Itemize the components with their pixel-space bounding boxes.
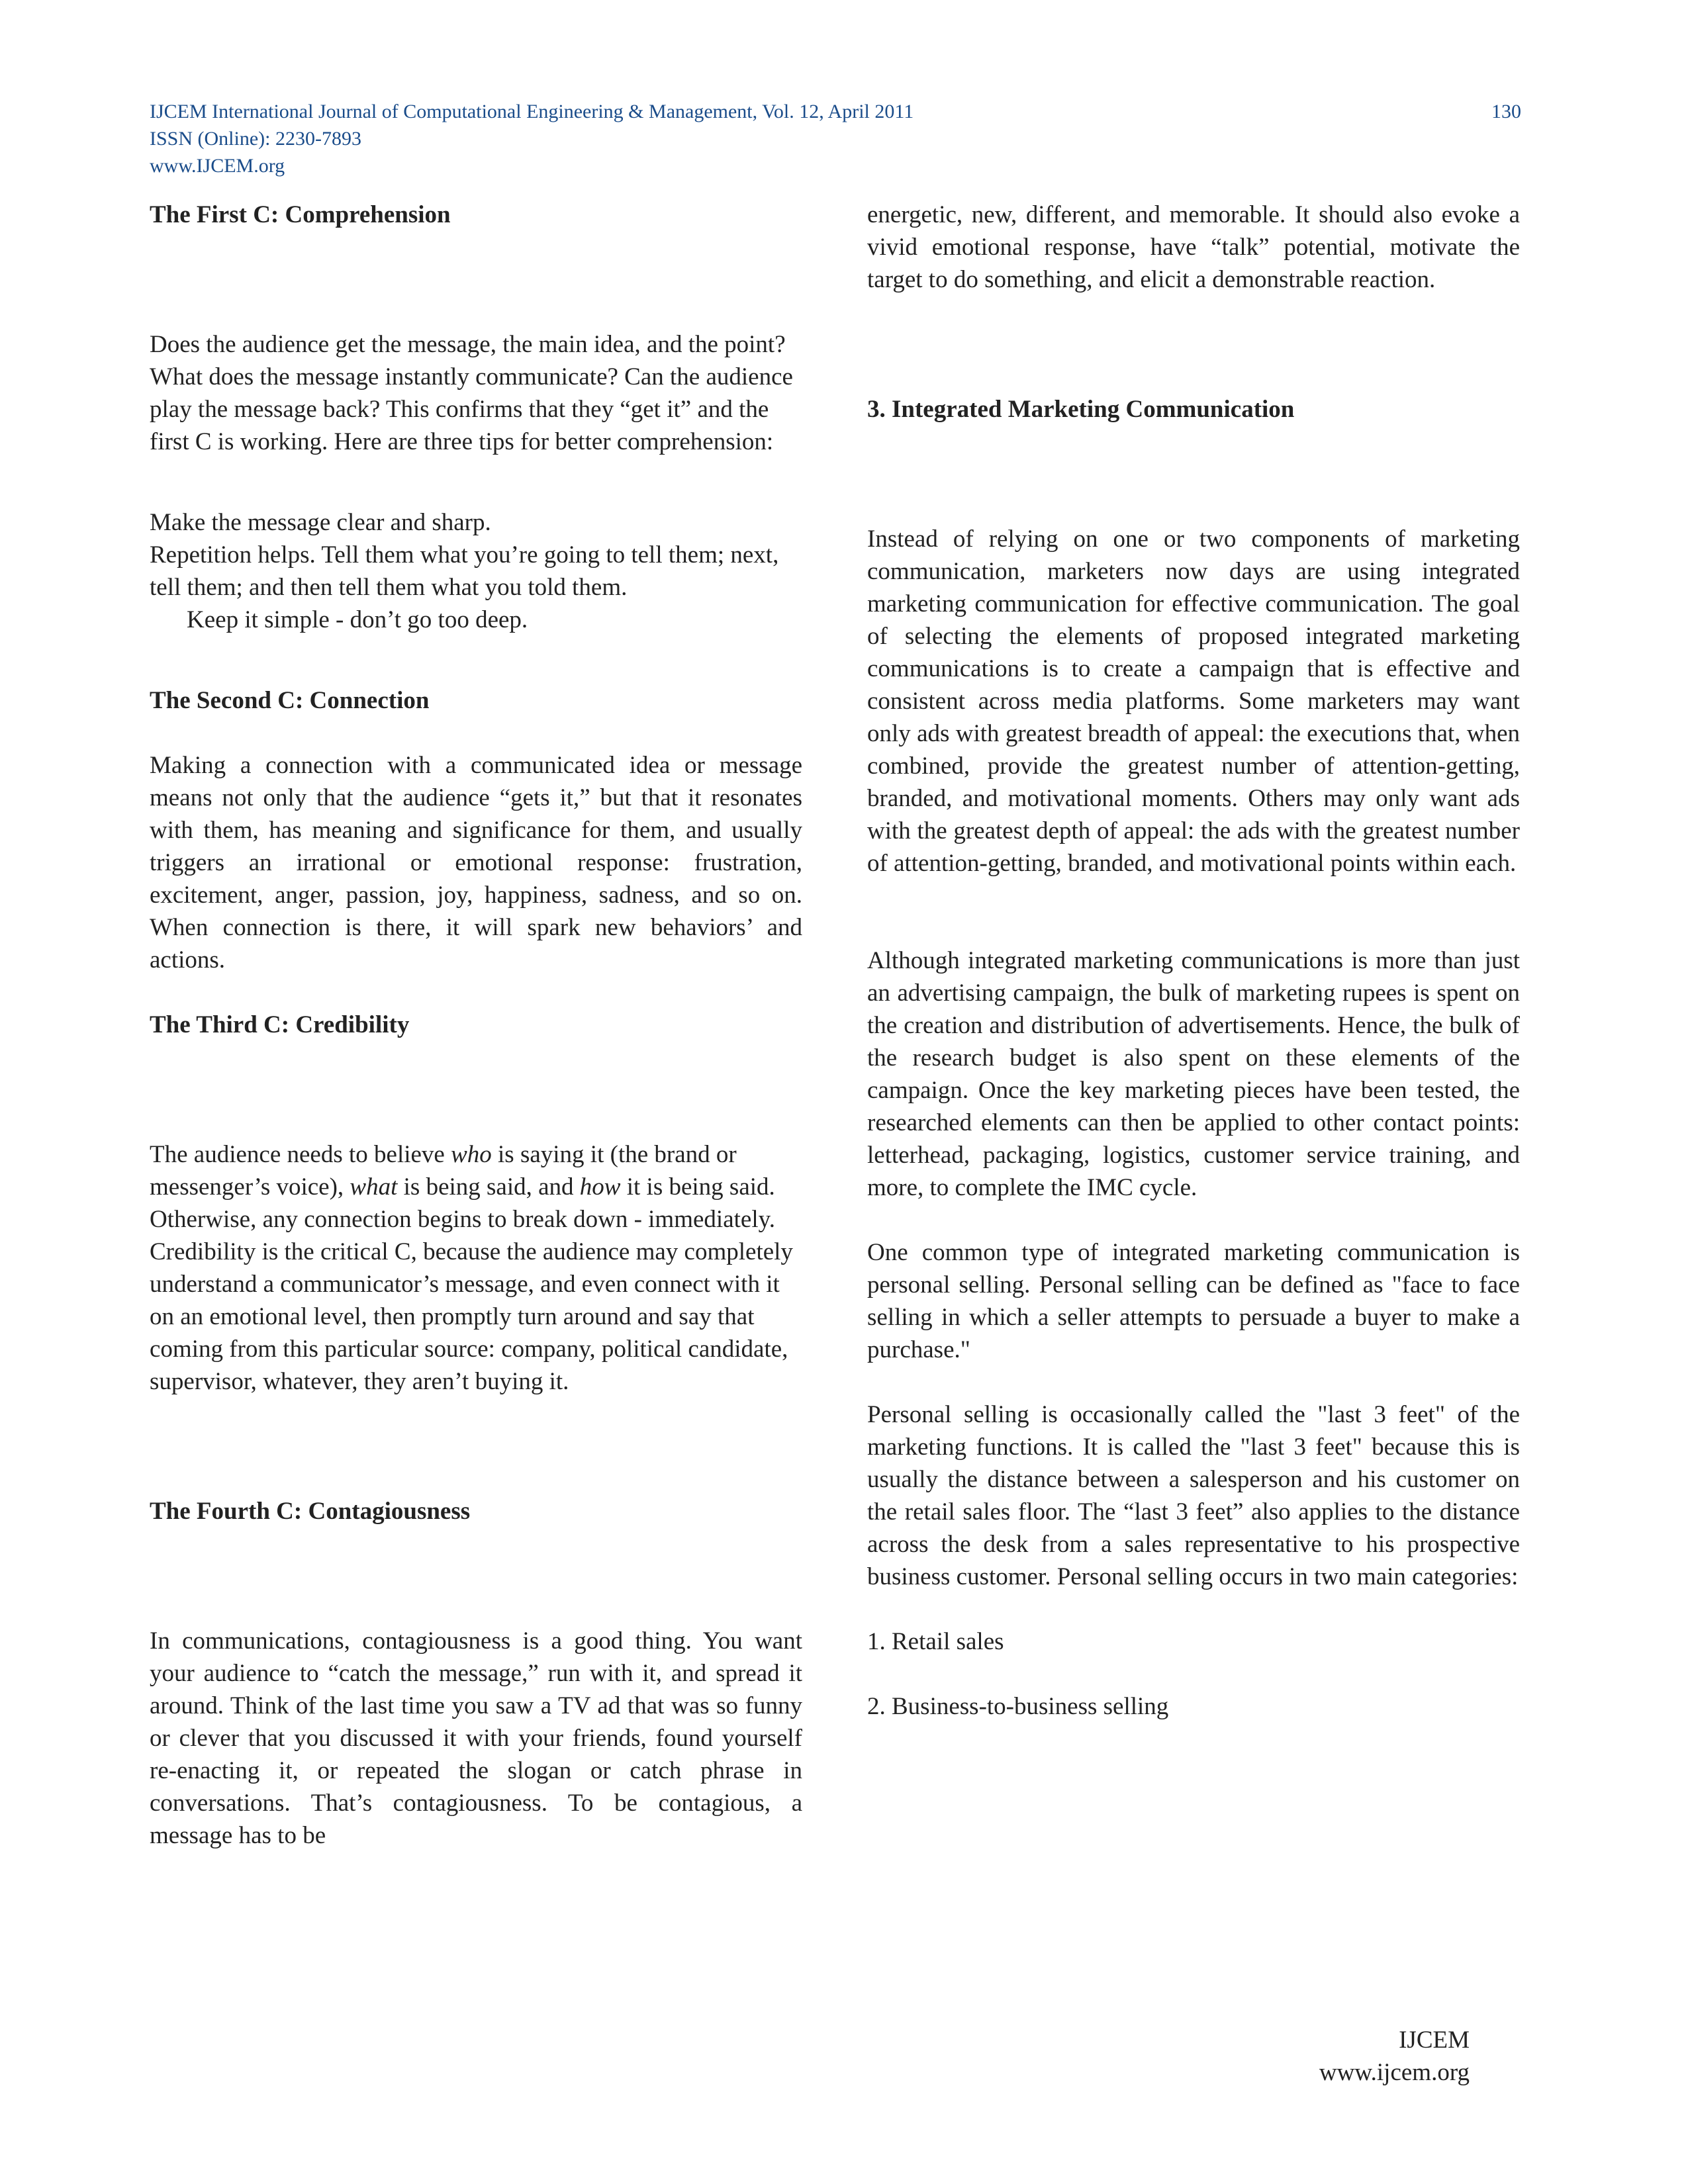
section-heading-credibility: The Third C: Credibility <box>150 1011 410 1038</box>
section-heading-comprehension: The First C: Comprehension <box>150 201 451 228</box>
tip-1: Make the message clear and sharp. <box>150 509 491 536</box>
footer-journal: IJCEM <box>1399 2026 1470 2054</box>
paragraph-imc-4: Personal selling is occasionally called the "last 3 feet" of the marketing functions. It is called the "last 3 feet" because this is usually the distance between a salesperson and his customer on the retail sales floor. The “last 3 feet” also applies to the distance across the desk from a sales representative to his prospective business customer. Personal selling occurs in two main categories: <box>867 1401 1520 1590</box>
page-number: 130 <box>1491 101 1521 122</box>
section-heading-imc: 3. Integrated Marketing Communication <box>867 396 1295 423</box>
section-heading-contagiousness: The Fourth C: Contagiousness <box>150 1498 471 1525</box>
list-item-retail-sales: 1. Retail sales <box>867 1628 1004 1655</box>
running-header <box>150 98 1521 179</box>
paragraph-connection: Making a connection with a communicated idea or message means not only that the audience “gets it,” but that it resonates with them, has meaning and significance for them, and usually triggers an irrational or emotional response: frustration, excitement, anger, passion, joy, happiness, sadness, and so on. When connection is there, it will spark new behaviors’ and actions. <box>150 752 802 974</box>
right-column <box>867 199 1520 1723</box>
emphasis-what: what <box>350 1173 398 1201</box>
footer-url: www.ijcem.org <box>1319 2059 1470 2086</box>
section-heading-connection: The Second C: Connection <box>150 687 430 714</box>
paragraph-contagiousness-continued: energetic, new, different, and memorable. It should also evoke a vivid emotional response, have “talk” potential, motivate the target to do something, and elicit a demonstrable reaction. <box>867 201 1520 293</box>
paragraph-imc-2: Although integrated marketing communications is more than just an advertising campaign, the bulk of marketing rupees is spent on the creation and distribution of advertisements. Hence, the bulk of the research budget is also spent on these elements of the campaign. Once the key marketing pieces have been tested, the researched elements can then be applied to other contact points: letterhead, packaging, logistics, customer service training, and more, to complete the IMC cycle. <box>867 947 1520 1201</box>
running-footer <box>1244 2024 1470 2089</box>
journal-url: www.IJCEM.org <box>150 155 285 177</box>
left-column <box>150 199 802 1852</box>
tip-2: Repetition helps. Tell them what you’re going to tell them; next, tell them; and then tell them what you told them. <box>150 541 779 601</box>
paragraph-comprehension: Does the audience get the message, the main idea, and the point? What does the message instantly communicate? Can the audience play the message back? This confirms that they “get it” and the first C is working. Here are three tips for better comprehension: <box>150 331 793 455</box>
emphasis-how: how <box>579 1173 621 1201</box>
emphasis-who: who <box>451 1141 492 1168</box>
tip-3: Keep it simple - don’t go too deep. <box>187 606 528 633</box>
paragraph-credibility: The audience needs to believe who is saying it (the brand or messenger’s voice), what is being said, and how it is being said. Otherwise, any connection begins to break down - immediately. Credibility is the critical C, because the audience may completely understand a communicator’s message, and even connect with it on an emotional level, then promptly turn around and say that coming from this particular source: company, political candidate, supervisor, whatever, they aren’t buying it. <box>150 1141 793 1395</box>
paragraph-contagiousness: In communications, contagiousness is a good thing. You want your audience to “catch the message,” run with it, and spread it around. Think of the last time you saw a TV ad that was so funny or clever that you discussed it with your friends, found yourself re-enacting it, or repeated the slogan or catch phrase in conversations. That’s contagiousness. To be contagious, a message has to be <box>150 1627 802 1849</box>
paragraph-imc-1: Instead of relying on one or two components of marketing communication, marketers now days are using integrated marketing communication for effective communication. The goal of selecting the elements of proposed integrated marketing communications is to create a campaign that is effective and consistent across media platforms. Some marketers may want only ads with greatest breadth of appeal: the executions that, when combined, provide the greatest number of attention-getting, branded, and motivational moments. Others may only want ads with the greatest depth of appeal: the ads with the greatest number of attention-getting, branded, and motivational points within each. <box>867 525 1520 877</box>
list-item-b2b-selling: 2. Business-to-business selling <box>867 1693 1169 1720</box>
issn: ISSN (Online): 2230-7893 <box>150 128 361 150</box>
paragraph-imc-3: One common type of integrated marketing communication is personal selling. Personal selling can be defined as "face to face selling in which a seller attempts to persuade a buyer to make a purchase." <box>867 1239 1520 1363</box>
journal-title: IJCEM International Journal of Computational Engineering & Management, Vol. 12, April 2011 <box>150 101 914 122</box>
